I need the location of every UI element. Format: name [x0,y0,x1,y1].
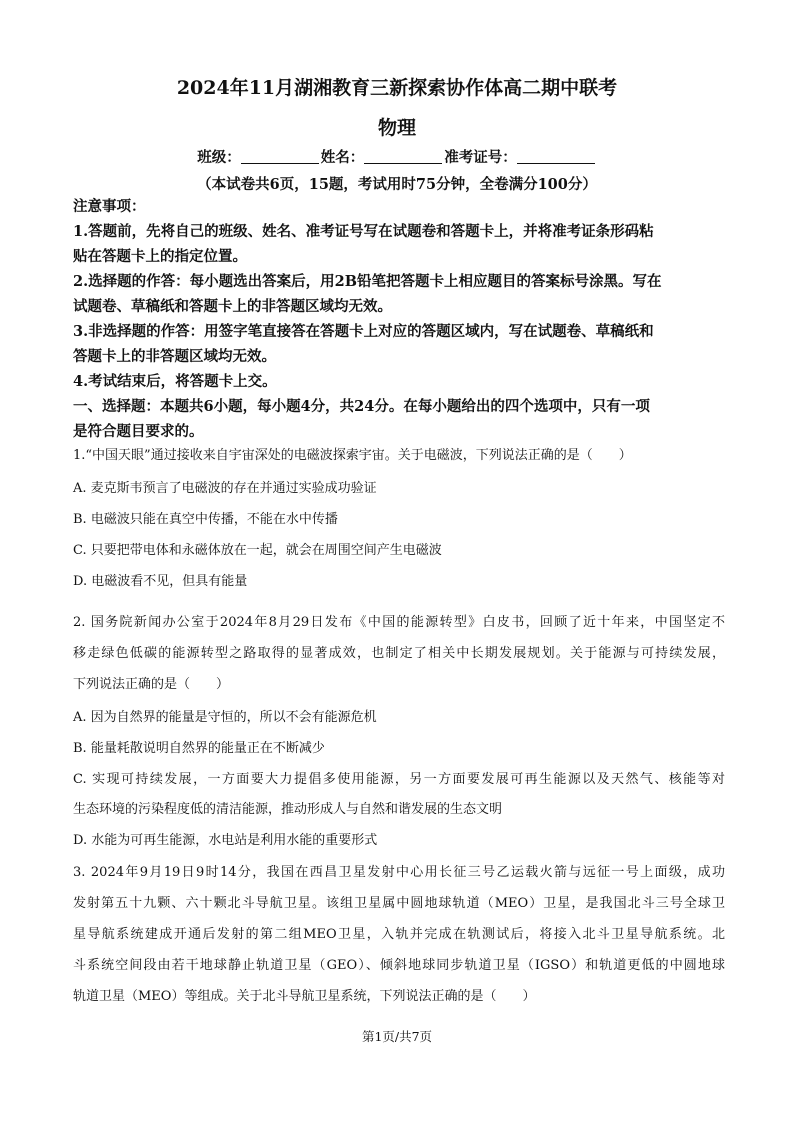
notice-item-3-line-1: 3.非选择题的作答：用签字笔直接答在答题卡上对应的答题区域内，写在试题卷、草稿纸和 [73,323,654,340]
page-indicator: 第1页/共7页 [361,1029,433,1044]
notice-item-3-line-2: 答题卡上的非答题区域均无效。 [73,348,276,365]
question-3-stem-line-4: 斗系统空间段由若干地球静止轨道卫星（GEO）、倾斜地球同步轨道卫星（IGSO）和轨道更低的中圆地球 [73,958,725,973]
question-2-stem-line-1: 2. 国务院新闻办公室于2024年8月29日发布《中国的能源转型》白皮书，回顾了近十年来，中国坚定不 [73,615,725,630]
name-blank [364,149,442,164]
notice-heading: 注意事项： [73,198,146,215]
question-2-stem-line-2: 移走绿色低碳的能源转型之路取得的显著成效，也制定了相关中长期发展规划。关于能源与可持续发展， [73,646,725,661]
exam-number-label: 准考证号： [444,149,517,166]
notice-item-1-line-1: 1.答题前，先将自己的班级、姓名、准考证号写在试题卷和答题卡上，并将准考证条形码粘 [73,223,654,240]
subject-title: 物理 [377,117,416,139]
exam-number-blank [517,149,595,164]
question-3-stem-line-1: 3. 2024年9月19日9时14分，我国在西昌卫星发射中心用长征三号乙运载火箭与远征一号上面级，成功 [73,865,725,880]
question-1-option-d: D. 电磁波看不见，但具有能量 [73,574,248,589]
student-info-line [0,146,794,167]
exam-meta: （本试卷共6页，15题，考试用时75分钟，全卷满分100分） [197,176,597,193]
notice-item-2-line-2: 试题卷、草稿纸和答题卡上的非答题区域均无效。 [73,298,392,315]
question-1-option-b: B. 电磁波只能在真空中传播，不能在水中传播 [73,512,338,527]
question-2-option-d: D. 水能为可再生能源，水电站是利用水能的重要形式 [73,833,378,848]
exam-title: 2024年11月湖湘教育三新探索协作体高二期中联考 [176,77,618,99]
question-2-option-b: B. 能量耗散说明自然界的能量正在不断减少 [73,741,325,756]
question-3-stem-line-5: 轨道卫星（MEO）等组成。关于北斗导航卫星系统，下列说法正确的是（ ） [73,989,536,1004]
question-3-stem-line-2: 发射第五十九颗、六十颗北斗导航卫星。该组卫星属中圆地球轨道（MEO）卫星，是我国北斗三号全球卫 [73,896,725,911]
question-2-option-a: A. 因为自然界的能量是守恒的，所以不会有能源危机 [73,710,377,725]
class-blank [241,149,319,164]
question-1-option-a: A. 麦克斯韦预言了电磁波的存在并通过实验成功验证 [73,481,377,496]
notice-item-2-line-1: 2.选择题的作答：每小题选出答案后，用2B铅笔把答题卡上相应题目的答案标号涂黑。写在 [73,273,662,290]
question-1-stem: 1.“中国天眼”通过接收来自宇宙深处的电磁波探索宇宙。关于电磁波，下列说法正确的是（ ） [73,448,632,463]
notice-item-4: 4.考试结束后，将答题卡上交。 [73,373,277,390]
question-2-stem-line-3: 下列说法正确的是（ ） [73,677,230,692]
section-heading-line-2: 是符合题目要求的。 [73,423,204,440]
class-label: 班级： [197,149,241,166]
section-heading-line-1: 一、选择题：本题共6小题，每小题4分，共24分。在每小题给出的四个选项中，只有一项 [73,398,650,415]
notice-item-1-line-2: 贴在答题卡上的指定位置。 [73,248,247,265]
question-2-option-c-line-2: 生态环境的污染程度低的清洁能源，推动形成人与自然和谐发展的生态文明 [73,802,503,817]
question-2-option-c-line-1: C. 实现可持续发展，一方面要大力提倡多使用能源，另一方面要发展可再生能源以及天然气、核能等对 [73,772,725,787]
name-label: 姓名： [320,149,365,166]
question-3-stem-line-3: 星导航系统建成开通后发射的第二组MEO卫星，入轨并完成在轨测试后，将接入北斗卫星导航系统。北 [73,927,725,942]
question-1-option-c: C. 只要把带电体和永磁体放在一起，就会在周围空间产生电磁波 [73,543,442,558]
